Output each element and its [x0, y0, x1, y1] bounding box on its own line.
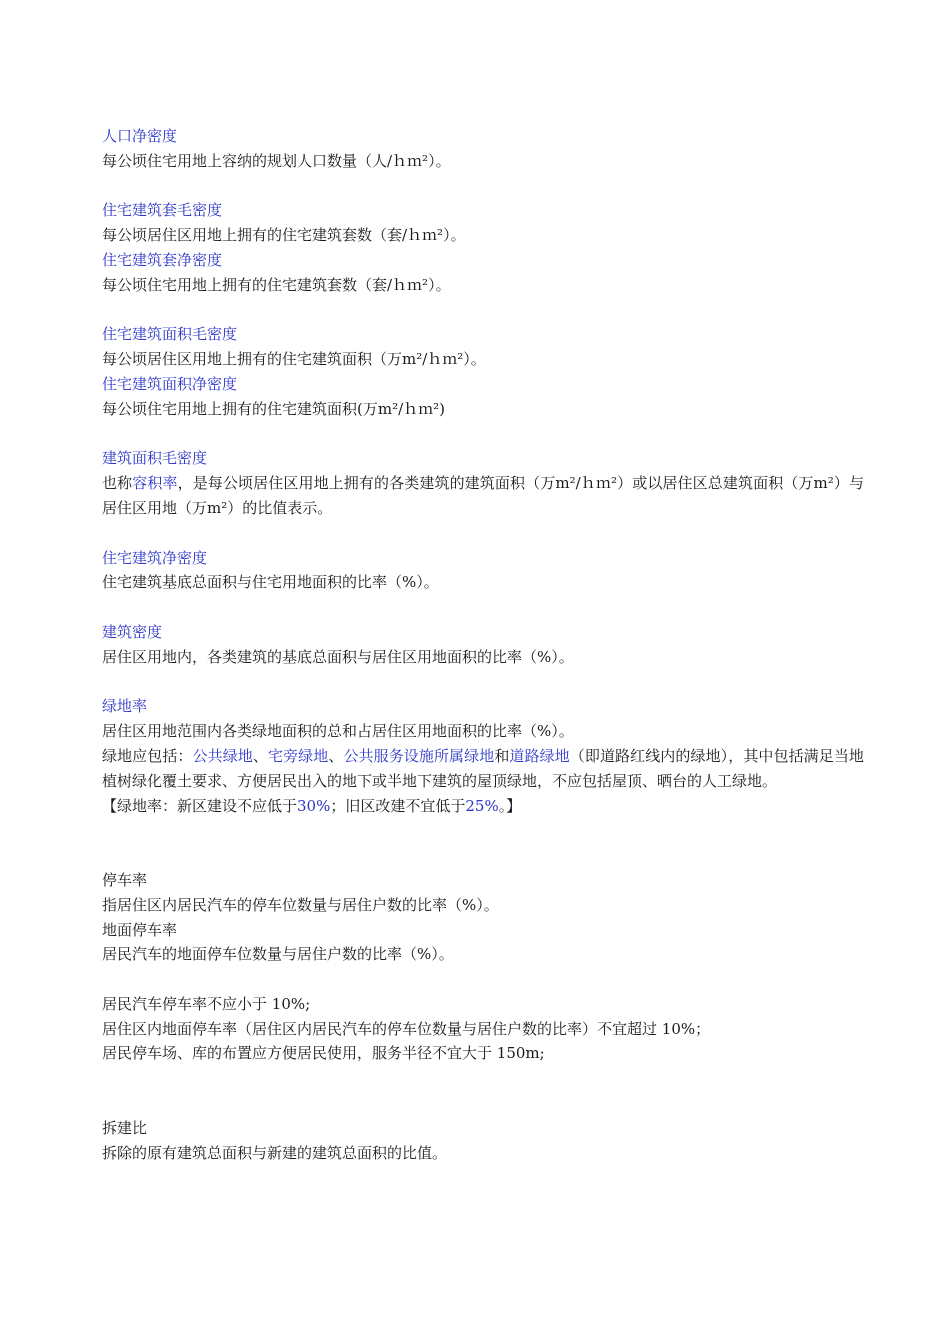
term-housing-unit-net-density[interactable]: 住宅建筑套净密度: [102, 250, 223, 269]
new-area-green-value: 30%: [297, 796, 331, 815]
term-housing-unit-gross-density[interactable]: 住宅建筑套毛密度: [102, 201, 223, 220]
text-fragment: ；旧区改建不宜低于: [330, 796, 466, 815]
text-fragment: （即道路红线内的绿地），其中包括满足当地植树绿化覆土要求、方便居民出入的地下或半地下建筑的屋顶绿地，不应包括屋顶、晒台的人工绿地。: [102, 746, 864, 790]
old-area-green-value: 25%: [465, 796, 499, 815]
facility-green-link[interactable]: 公共服务设施所属绿地: [343, 746, 495, 765]
definition-text: 每公顷住宅用地上容纳的规划人口数量（人/ｈｍ²）。: [102, 151, 451, 170]
document-body: [102, 124, 864, 1165]
definition-text: 每公顷住宅用地上拥有的住宅建筑面积(万m²/ｈｍ²): [102, 399, 446, 418]
term-building-area-gross-density[interactable]: 建筑面积毛密度: [102, 449, 208, 468]
definition-text: 住宅建筑基底总面积与住宅用地面积的比率（%）。: [102, 573, 439, 592]
parking-rule: 居民停车场、库的布置应方便居民使用，服务半径不宜大于 150m;: [102, 1044, 545, 1063]
text-fragment: 绿地应包括：: [102, 746, 193, 765]
term-green-ratio[interactable]: 绿地率: [102, 697, 148, 716]
term-population-net-density[interactable]: 人口净密度: [102, 127, 178, 145]
text-fragment: 。】: [498, 796, 522, 815]
text-fragment: 也称: [102, 474, 133, 493]
term-housing-area-net-density[interactable]: 住宅建筑面积净密度: [102, 374, 238, 393]
definition-text: 拆除的原有建筑总面积与新建的建筑总面积的比值。: [102, 1143, 448, 1162]
definition-text: 每公顷居住区用地上拥有的住宅建筑套数（套/ｈｍ²）。: [102, 226, 466, 245]
text-fragment: 、: [328, 746, 344, 765]
residential-side-green-link[interactable]: 宅旁绿地: [267, 746, 329, 765]
term-parking-ratio: 停车率: [102, 870, 148, 889]
definition-text: 指居住区内居民汽车的停车位数量与居住户数的比率（%）。: [102, 895, 499, 914]
definition-text: 居民汽车的地面停车位数量与居住户数的比率（%）。: [102, 945, 454, 964]
text-fragment: 【绿地率：新区建设不应低于: [102, 796, 298, 815]
text-fragment: 和: [494, 746, 510, 765]
definition-paragraph: [102, 471, 864, 521]
definition-text: 居住区用地内，各类建筑的基底总面积与居住区用地面积的比率（%）。: [102, 647, 574, 666]
definition-text: 居住区用地范围内各类绿地面积的总和占居住区用地面积的比率（%）。: [102, 722, 574, 741]
green-includes-paragraph: [102, 744, 864, 794]
green-ratio-rule: [102, 794, 864, 819]
term-housing-area-gross-density[interactable]: 住宅建筑面积毛密度: [102, 325, 238, 344]
parking-rule: 居住区内地面停车率（居住区内居民汽车的停车位数量与居住户数的比率）不宜超过 10%；: [102, 1019, 711, 1038]
road-green-link[interactable]: 道路绿地: [509, 746, 570, 765]
parking-rule: 居民汽车停车率不应小于 10%;: [102, 994, 311, 1013]
floor-area-ratio-link[interactable]: 容积率: [132, 474, 178, 493]
term-housing-net-coverage[interactable]: 住宅建筑净密度: [102, 548, 208, 567]
term-ground-parking-ratio: 地面停车率: [102, 920, 178, 939]
public-green-link[interactable]: 公共绿地: [192, 746, 253, 765]
definition-text: 每公顷住宅用地上拥有的住宅建筑套数（套/ｈｍ²）。: [102, 275, 451, 294]
definition-text: 每公顷居住区用地上拥有的住宅建筑面积（万m²/ｈｍ²）。: [102, 350, 486, 369]
text-fragment: 、: [252, 746, 268, 765]
term-demolition-ratio: 拆建比: [102, 1118, 148, 1137]
term-building-coverage[interactable]: 建筑密度: [102, 622, 163, 641]
text-fragment: ，是每公顷居住区用地上拥有的各类建筑的建筑面积（万m²/ｈｍ²）或以居住区总建筑面积（万m²）与居住区用地（万m²）的比值表示。: [102, 474, 864, 517]
